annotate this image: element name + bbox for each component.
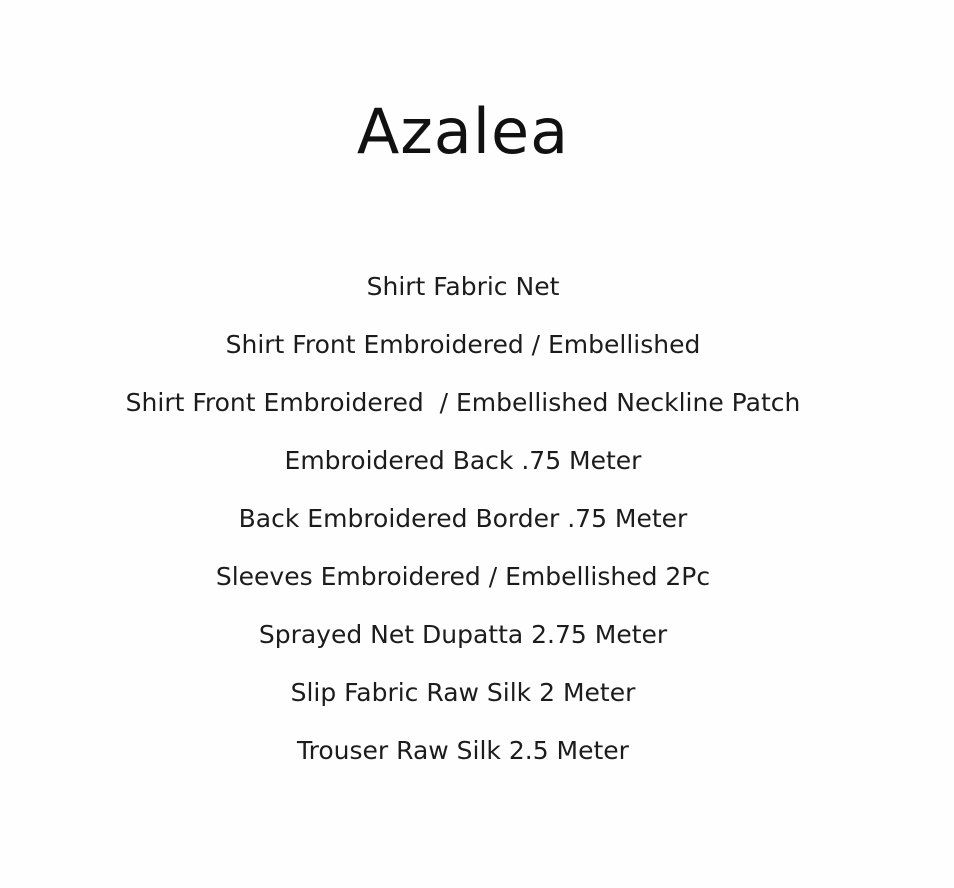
spec-shirt-front: Shirt Front Embroidered / Embellished <box>225 330 701 359</box>
spec-sleeves: Sleeves Embroidered / Embellished 2Pc <box>215 562 711 591</box>
spec-dupatta: Sprayed Net Dupatta 2.75 Meter <box>258 620 668 649</box>
spec-slip-fabric: Slip Fabric Raw Silk 2 Meter <box>290 678 636 707</box>
spec-neckline-patch: Shirt Front Embroidered / Embellished Neckline Patch <box>125 388 801 417</box>
spec-embroidered-back: Embroidered Back .75 Meter <box>284 446 642 475</box>
spec-shirt-fabric: Shirt Fabric Net <box>366 272 560 301</box>
spec-back-border: Back Embroidered Border .75 Meter <box>238 504 688 533</box>
spec-trouser: Trouser Raw Silk 2.5 Meter <box>297 736 629 765</box>
spec-list <box>0 258 926 780</box>
product-title: Azalea <box>356 95 570 168</box>
